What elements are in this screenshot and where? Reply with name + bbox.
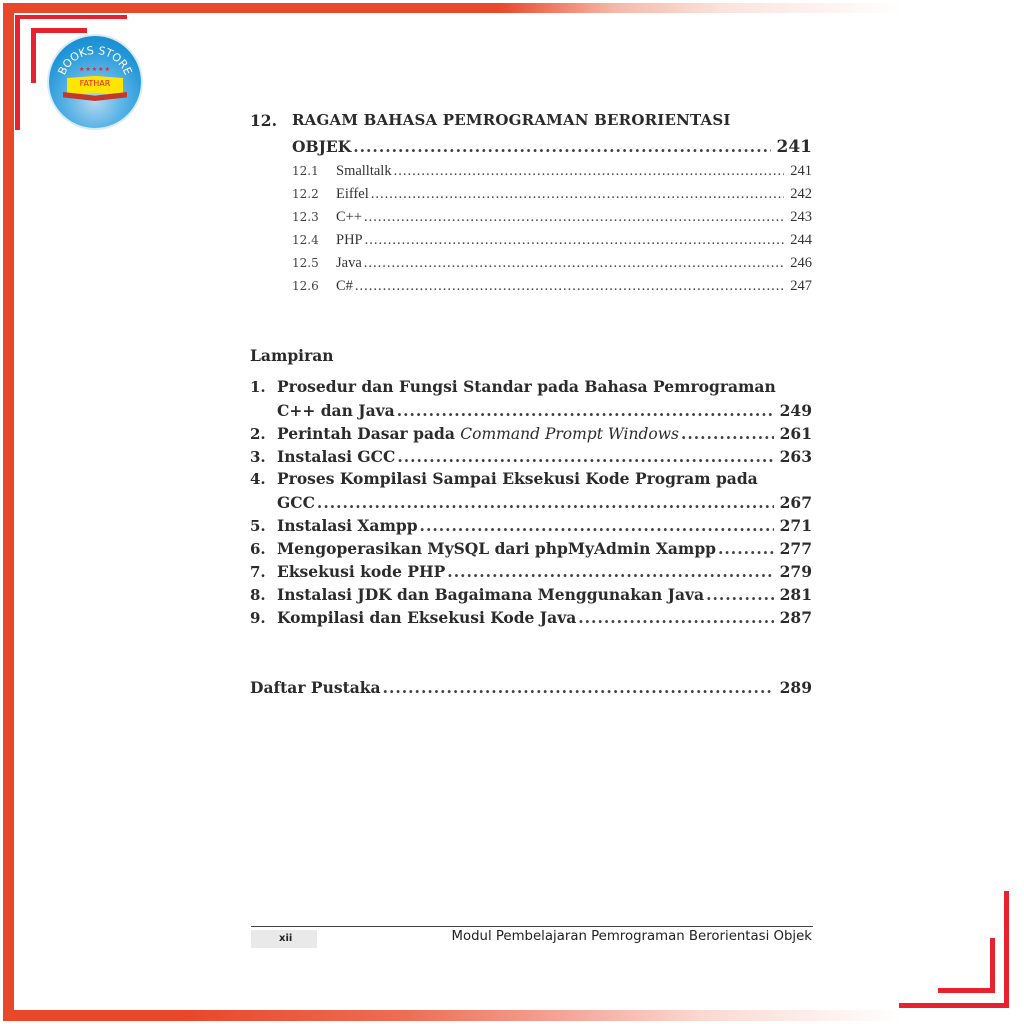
corner-bracket-bottom-right-outer xyxy=(899,1003,1009,1008)
dot-leader xyxy=(420,516,774,535)
footer-rule xyxy=(251,926,813,927)
subsection-page: 246 xyxy=(790,255,812,271)
footer-page-number: xii xyxy=(251,930,317,948)
appendix-title: GCC xyxy=(277,493,315,512)
appendix-title: Mengoperasikan MySQL dari phpMyAdmin Xampp xyxy=(277,539,716,558)
subsection-page: 242 xyxy=(790,186,812,202)
toc-subentry[interactable] xyxy=(292,163,812,180)
appendix-item[interactable] xyxy=(250,447,812,466)
subsection-page: 243 xyxy=(790,209,812,225)
appendix-title: Perintah Dasar pada xyxy=(277,424,461,443)
dot-leader xyxy=(447,562,773,581)
subsection-title: Eiffel xyxy=(336,186,369,202)
appendix-title-line1: Proses Kompilasi Sampai Eksekusi Kode Program pada xyxy=(277,469,758,488)
appendix-item[interactable] xyxy=(250,608,812,627)
dot-leader xyxy=(394,163,785,180)
dot-leader xyxy=(371,186,785,203)
appendix-item[interactable] xyxy=(277,401,812,420)
appendix-number: 6. xyxy=(250,540,266,558)
appendix-page: 281 xyxy=(779,585,812,604)
appendix-title: Instalasi JDK dan Bagaimana Menggunakan Java xyxy=(277,585,705,604)
subsection-title: PHP xyxy=(336,232,363,248)
appendix-page: 271 xyxy=(779,516,812,535)
appendix-heading: Lampiran xyxy=(250,346,334,365)
bibliography-entry[interactable] xyxy=(250,678,812,697)
appendix-title-italic: Command Prompt Windows xyxy=(460,425,679,443)
frame-bottom-border xyxy=(3,1010,903,1021)
appendix-title: Eksekusi kode PHP xyxy=(277,562,446,581)
dot-leader xyxy=(355,278,784,295)
appendix-item[interactable] xyxy=(277,493,812,512)
subsection-number: 12.1 xyxy=(292,164,319,178)
appendix-title: C++ dan Java xyxy=(277,401,395,420)
dot-leader xyxy=(383,678,774,697)
subsection-title: C# xyxy=(336,278,353,294)
chapter-title-line1: RAGAM BAHASA PEMROGRAMAN BERORIENTASI xyxy=(292,111,731,129)
appendix-title: Instalasi GCC xyxy=(277,447,396,466)
appendix-number: 1. xyxy=(250,378,266,396)
dot-leader xyxy=(364,255,784,272)
appendix-item[interactable] xyxy=(250,516,812,535)
frame-top-border xyxy=(3,3,903,13)
appendix-number: 9. xyxy=(250,609,266,627)
bibliography-page: 289 xyxy=(779,678,812,697)
dot-leader xyxy=(578,608,773,627)
corner-bracket-top-left-outer-vertical xyxy=(15,15,20,130)
appendix-item-1-line1 xyxy=(250,377,812,396)
appendix-number: 7. xyxy=(250,563,266,581)
appendix-page: 279 xyxy=(779,562,812,581)
dot-leader xyxy=(397,401,774,420)
svg-text:BOOKS STORE: BOOKS STORE xyxy=(55,43,135,77)
bibliography-title: Daftar Pustaka xyxy=(250,678,381,697)
appendix-number: 5. xyxy=(250,517,266,535)
appendix-number: 2. xyxy=(250,425,266,443)
appendix-number: 4. xyxy=(250,470,266,488)
appendix-page: 249 xyxy=(779,401,812,420)
appendix-title: Kompilasi dan Eksekusi Kode Java xyxy=(277,608,577,627)
appendix-page: 261 xyxy=(779,424,812,443)
corner-bracket-bottom-right-outer-vertical xyxy=(1004,891,1009,1008)
toc-subentry[interactable] xyxy=(292,209,812,226)
toc-subentry[interactable] xyxy=(292,255,812,272)
corner-bracket-bottom-right-inner xyxy=(938,988,995,993)
footer-book-title: Modul Pembelajaran Pemrograman Berorientasi Objek xyxy=(451,929,812,944)
appendix-title: Instalasi Xampp xyxy=(277,516,418,535)
subsection-title: Smalltalk xyxy=(336,163,392,179)
subsection-number: 12.3 xyxy=(292,210,319,224)
appendix-item[interactable] xyxy=(250,562,812,581)
dot-leader xyxy=(397,447,773,466)
dot-leader xyxy=(317,493,774,512)
books-store-logo xyxy=(49,36,141,128)
subsection-page: 247 xyxy=(790,278,812,294)
dot-leader xyxy=(718,539,774,558)
subsection-number: 12.5 xyxy=(292,256,319,270)
appendix-page: 277 xyxy=(779,539,812,558)
frame-left-border xyxy=(3,3,14,1021)
appendix-page: 263 xyxy=(779,447,812,466)
appendix-number: 8. xyxy=(250,586,266,604)
corner-bracket-bottom-right-inner-vertical xyxy=(990,938,995,993)
appendix-item-4-line1 xyxy=(250,469,812,488)
toc-subentry[interactable] xyxy=(292,186,812,203)
corner-bracket-top-left-inner-vertical xyxy=(31,28,36,83)
toc-subentry[interactable] xyxy=(292,232,812,249)
appendix-item[interactable] xyxy=(250,539,812,558)
subsection-number: 12.2 xyxy=(292,187,319,201)
chapter-page: 241 xyxy=(776,137,812,157)
subsection-title: C++ xyxy=(336,209,363,225)
subsection-title: Java xyxy=(336,255,362,271)
toc-entry-chapter[interactable] xyxy=(292,137,812,157)
subsection-page: 244 xyxy=(790,232,812,248)
logo-name: FATHAR xyxy=(79,79,111,88)
logo-stars: ★★★★★ xyxy=(79,66,111,73)
dot-leader xyxy=(353,137,770,156)
appendix-page: 287 xyxy=(779,608,812,627)
appendix-title-line1: Prosedur dan Fungsi Standar pada Bahasa Pemrograman xyxy=(277,377,776,396)
subsection-number: 12.4 xyxy=(292,233,319,247)
dot-leader xyxy=(681,424,774,443)
chapter-title-line2: OBJEK xyxy=(292,137,352,156)
corner-bracket-top-left-outer xyxy=(15,15,127,19)
dot-leader xyxy=(365,232,785,249)
appendix-page: 267 xyxy=(779,493,812,512)
appendix-item[interactable] xyxy=(250,585,812,604)
toc-subentry[interactable] xyxy=(292,278,812,295)
corner-bracket-top-left-inner xyxy=(31,28,87,33)
dot-leader xyxy=(706,585,774,604)
chapter-number: 12. xyxy=(250,111,277,130)
subsection-page: 241 xyxy=(790,163,812,179)
appendix-item[interactable] xyxy=(250,424,812,443)
appendix-number: 3. xyxy=(250,448,266,466)
subsection-number: 12.6 xyxy=(292,279,319,293)
dot-leader xyxy=(364,209,784,226)
